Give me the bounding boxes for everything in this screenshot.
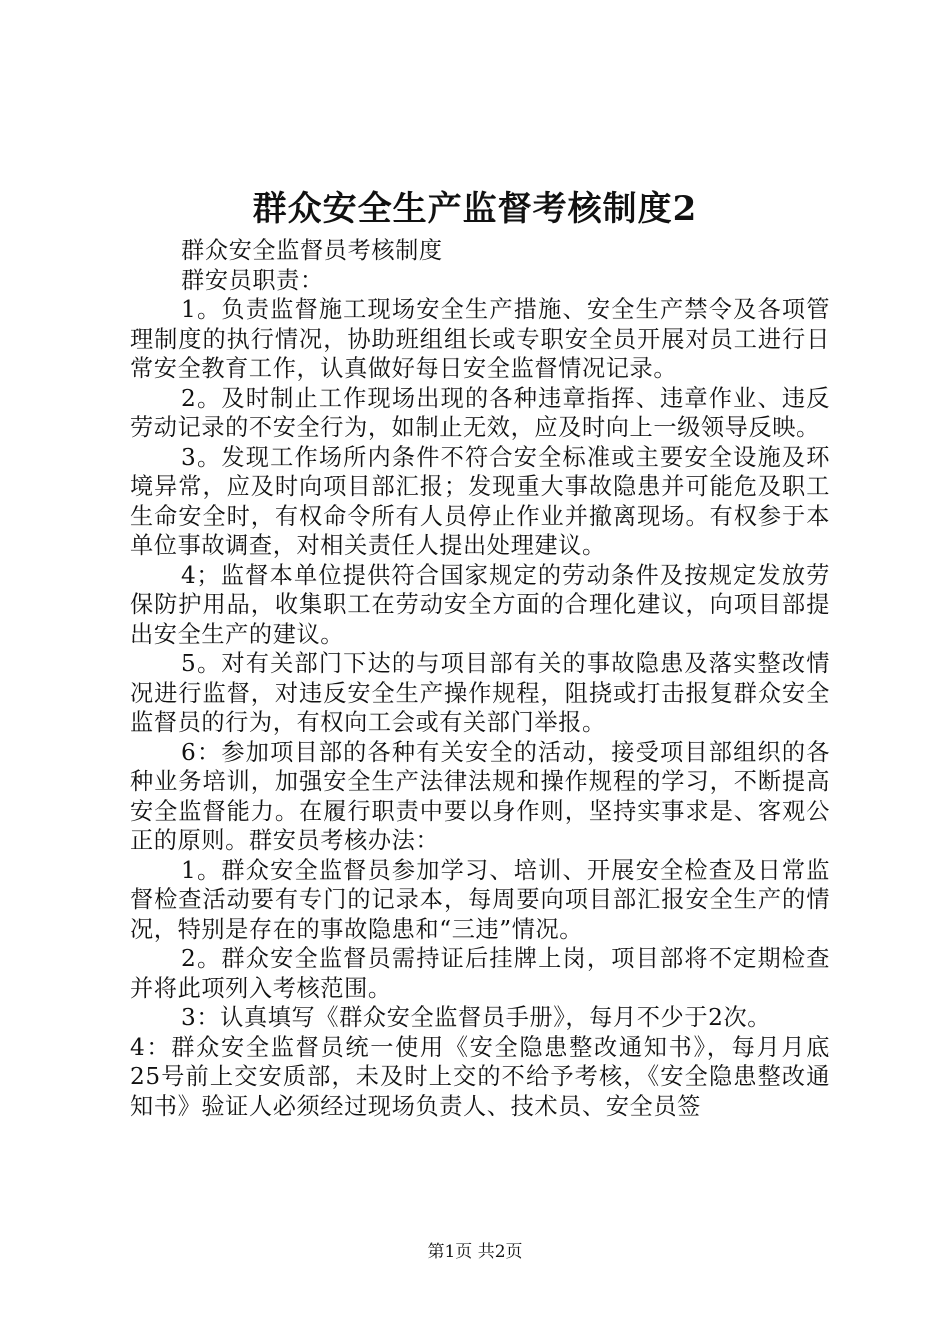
paragraph-subtitle: 群众安全监督员考核制度	[181, 237, 443, 264]
document-body	[130, 236, 830, 1121]
paragraph-method-1: 1。群众安全监督员参加学习、培训、开展安全检查及日常监督检查活动要有专门的记录本，每周要向项目部汇报安全生产的情况，特别是存在的事故隐患和“三违”情况。	[130, 856, 830, 943]
paragraph-duty-4: 4；监督本单位提供符合国家规定的劳动条件及按规定发放劳保防护用品，收集职工在劳动安全方面的合理化建议，向项目部提出安全生产的建议。	[130, 561, 830, 648]
paragraph-method-4: 4：群众安全监督员统一使用《安全隐患整改通知书》，每月月底25号前上交安质部，未及时上交的不给予考核，《安全隐患整改通知书》验证人必须经过现场负责人、技术员、安全员签	[130, 1033, 830, 1120]
paragraph-duty-5: 5。对有关部门下达的与项目部有关的事故隐患及落实整改情况进行监督，对违反安全生产操作规程，阻挠或打击报复群众安全监督员的行为，有权向工会或有关部门举报。	[130, 650, 830, 736]
paragraph-duty-2: 2。及时制止工作现场出现的各种违章指挥、违章作业、违反劳动记录的不安全行为，如制止无效，应及时向上一级领导反映。	[130, 384, 830, 441]
paragraph-method-3: 3：认真填写《群众安全监督员手册》，每月不少于2次。	[181, 1004, 772, 1031]
page-footer: 第1页 共2页	[427, 1242, 523, 1262]
paragraph-duties-heading: 群安员职责：	[181, 266, 324, 294]
document-title: 群众安全生产监督考核制度2	[252, 189, 698, 229]
paragraph-method-2: 2。群众安全监督员需持证后挂牌上岗，项目部将不定期检查并将此项列入考核范围。	[130, 945, 830, 1002]
paragraph-duty-3: 3。发现工作场所内条件不符合安全标准或主要安全设施及环境异常，应及时向项目部汇报；发现重大事故隐患并可能危及职工生命安全时，有权命令所有人员停止作业并撤离现场。有权参于本单位事故调查，对相关责任人提出处理建议。	[130, 443, 830, 559]
paragraph-duty-1: 1。负责监督施工现场安全生产措施、安全生产禁令及各项管理制度的执行情况，协助班组组长或专职安全员开展对员工进行日常安全教育工作，认真做好每日安全监督情况记录。	[130, 296, 830, 382]
paragraph-duty-6: 6：参加项目部的各种有关安全的活动，接受项目部组织的各种业务培训，加强安全生产法律法规和操作规程的学习，不断提高安全监督能力。在履行职责中要以身作则，坚持实事求是、客观公正的原则。群安员考核办法：	[130, 738, 830, 854]
